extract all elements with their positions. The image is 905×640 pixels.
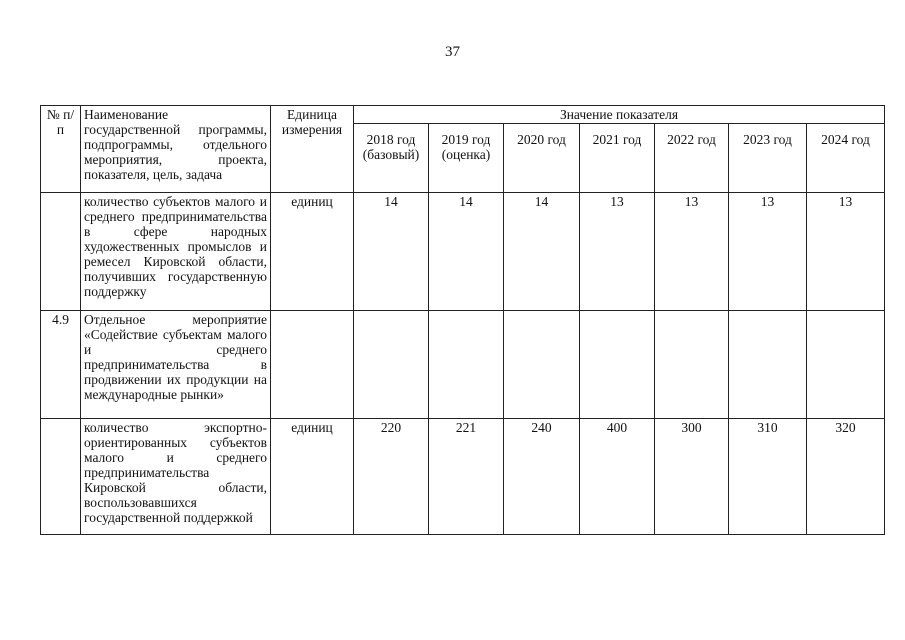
header-year-2024 xyxy=(807,124,885,193)
row-name: количество субъектов малого и среднего предпринимательства в сфере народных художественных промыслов и ремесел Кировской области, получивших государственную поддержку xyxy=(81,193,271,311)
year-label: 2018 год xyxy=(366,132,416,147)
row-value-2020: 240 xyxy=(504,419,580,535)
row-num xyxy=(41,419,81,535)
year-label: 2022 год xyxy=(667,132,716,147)
year-label: 2019 год xyxy=(441,132,491,147)
row-value-2024: 320 xyxy=(807,419,885,535)
row-value-2018 xyxy=(354,311,429,419)
year-label: 2021 год xyxy=(592,132,642,147)
row-name: количество экспортно-ориентированных субъектов малого и среднего предпринимательства Кировской области, воспользовавшихся государственной поддержкой xyxy=(81,419,271,535)
header-name: Наименование государственной программы, подпрограммы, отдельного мероприятия, проекта, показателя, цель, задача xyxy=(81,106,271,193)
row-value-2024: 13 xyxy=(807,193,885,311)
header-year-2019 xyxy=(429,124,504,193)
table-row xyxy=(41,419,885,535)
row-value-2019 xyxy=(429,311,504,419)
row-name: Отдельное мероприятие «Содействие субъектам малого и среднего предпринимательства в продвижении их продукции на международные рынки» xyxy=(81,311,271,419)
row-value-2019: 14 xyxy=(429,193,504,311)
row-value-2018: 220 xyxy=(354,419,429,535)
row-value-2022: 13 xyxy=(655,193,729,311)
row-value-2023: 13 xyxy=(729,193,807,311)
header-year-2023 xyxy=(729,124,807,193)
row-value-2023: 310 xyxy=(729,419,807,535)
row-unit: единиц xyxy=(271,419,354,535)
row-value-2021: 400 xyxy=(580,419,655,535)
indicator-table xyxy=(40,105,885,535)
row-value-2019: 221 xyxy=(429,419,504,535)
row-num xyxy=(41,193,81,311)
header-num: № п/п xyxy=(41,106,81,193)
header-unit: Единица измерения xyxy=(271,106,354,193)
table-row xyxy=(41,193,885,311)
header-year-2021 xyxy=(580,124,655,193)
row-num: 4.9 xyxy=(41,311,81,419)
row-value-2020: 14 xyxy=(504,193,580,311)
row-unit: единиц xyxy=(271,193,354,311)
row-unit xyxy=(271,311,354,419)
row-value-2021: 13 xyxy=(580,193,655,311)
row-value-2021 xyxy=(580,311,655,419)
row-value-2022: 300 xyxy=(655,419,729,535)
year-label: 2024 год xyxy=(821,132,870,147)
row-value-2020 xyxy=(504,311,580,419)
row-value-2023 xyxy=(729,311,807,419)
header-year-2022 xyxy=(655,124,729,193)
page-number: 37 xyxy=(445,44,460,60)
row-value-2018: 14 xyxy=(354,193,429,311)
row-value-2022 xyxy=(655,311,729,419)
year-label: 2023 год xyxy=(743,132,792,147)
row-value-2024 xyxy=(807,311,885,419)
year-note: (базовый) xyxy=(362,147,420,162)
header-year-2018 xyxy=(354,124,429,193)
year-note: (оценка) xyxy=(441,147,491,162)
year-label: 2020 год xyxy=(517,132,566,147)
header-value-group: Значение показателя xyxy=(354,106,885,124)
header-row-1 xyxy=(41,106,885,124)
header-year-2020 xyxy=(504,124,580,193)
table-row xyxy=(41,311,885,419)
